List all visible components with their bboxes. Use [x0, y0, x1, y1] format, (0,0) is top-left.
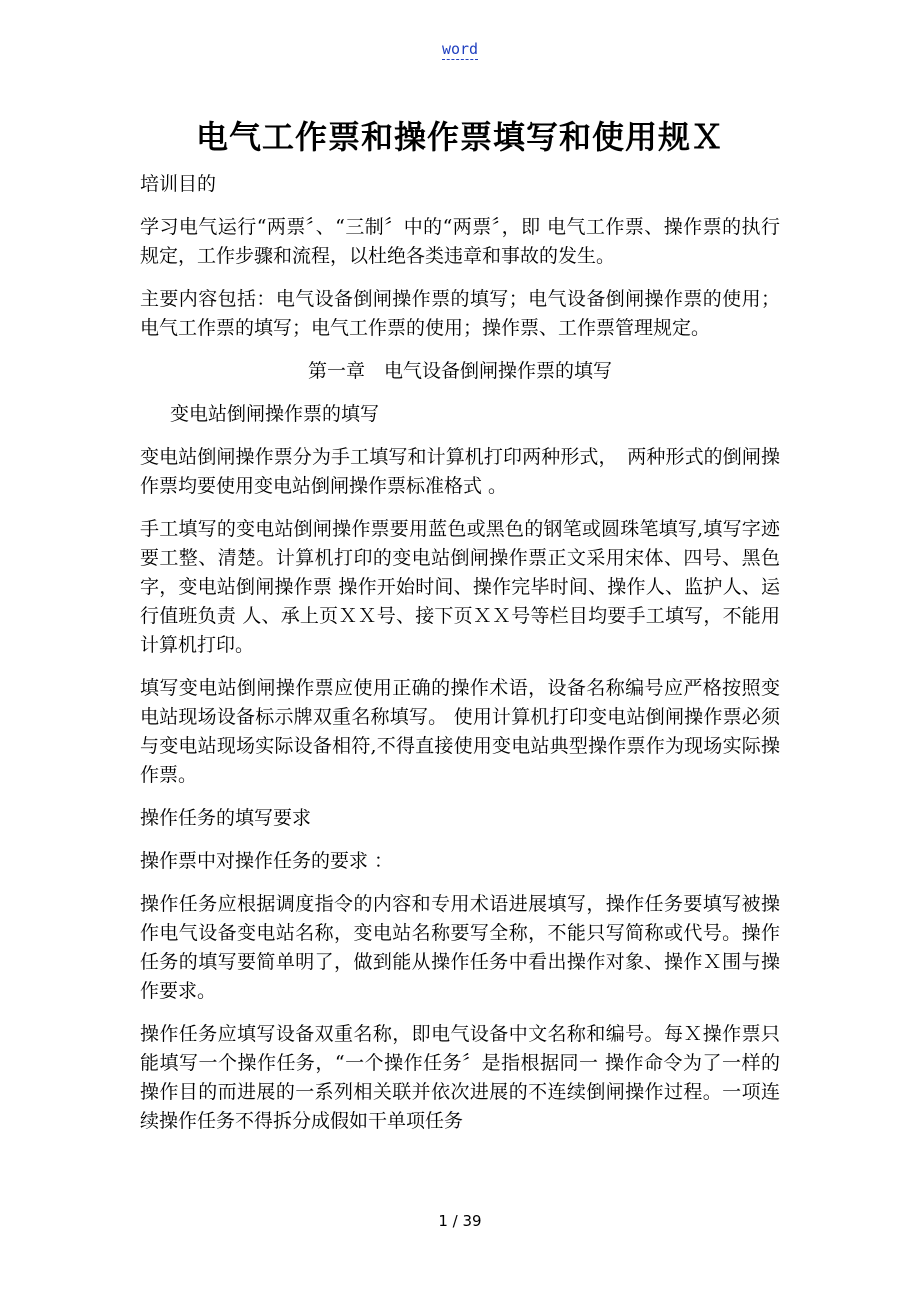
subheading-task-requirements: 操作票中对操作任务的要求 ：	[140, 850, 394, 872]
header-word-link[interactable]	[0, 40, 920, 58]
paragraph-terminology: 填写变电站倒闸操作票应使用正确的操作术语，设备名称编号应严格按照变电站现场设备标示牌双重名称填写。 使用计算机打印变电站倒闸操作票必须与变电站现场实际设备相符,不得直接使用变电站典型操作票作为现场实际操作票。	[140, 677, 780, 786]
page-indicator: 1 / 39	[438, 1212, 482, 1230]
paragraph-training-goal: 学习电气运行“两票〞、“三制〞中的“两票〞，即 电气工作票、操作票的执行规定，工作步骤和流程，以杜绝各类违章和事故的发生。	[140, 216, 780, 267]
section-heading-substation: 变电站倒闸操作票的填写	[170, 403, 380, 425]
paragraph-task-content: 操作任务应根据调度指令的内容和专用术语进展填写，操作任务要填写被操作电气设备变电站名称，变电站名称要写全称，不能只写简称或代号。操作任务的填写要简单明了，做到能从操作任务中看出操作对象、操作Ｘ围与操作要求。	[140, 893, 780, 1002]
document-title: 电气工作票和操作票填写和使用规Ｘ	[195, 118, 724, 156]
paragraph-main-content: 主要内容包括：电气设备倒闸操作票的填写；电气设备倒闸操作票的使用；电气工作票的填写；电气工作票的使用；操作票、工作票管理规定。	[140, 288, 780, 339]
header-link-text[interactable]: word	[441, 40, 479, 58]
chapter-heading: 第一章 电气设备倒闸操作票的填写	[307, 360, 612, 382]
section-heading-task-requirements: 操作任务的填写要求	[140, 807, 312, 829]
paragraph-handwriting: 手工填写的变电站倒闸操作票要用蓝色或黑色的钢笔或圆珠笔填写,填写字迹要工整、清楚。计算机打印的变电站倒闸操作票正文采用宋体、四号、黑色字，变电站倒闸操作票 操作开始时间、操作完毕时间、操作人、监护人、运行值班负责 人、承上页ＸＸ号、接下页ＸＸ号等栏目均要手工填写，不能用计算机打印。	[140, 518, 780, 656]
document-body	[140, 170, 780, 1150]
paragraph-forms: 变电站倒闸操作票分为手工填写和计算机打印两种形式， 两种形式的倒闸操作票均要使用变电站倒闸操作票标准格式 。	[140, 446, 780, 497]
paragraph-task-naming: 操作任务应填写设备双重名称，即电气设备中文名称和编号。每Ｘ操作票只能填写一个操作任务，“一个操作任务〞是指根据同一 操作命令为了一样的操作目的而进展的一系列相关联并依次进展的不连续倒闸操作过程。一项连续操作任务不得拆分成假如干单项任务	[140, 1023, 780, 1132]
section-heading-training-goal: 培训目的	[140, 173, 217, 195]
